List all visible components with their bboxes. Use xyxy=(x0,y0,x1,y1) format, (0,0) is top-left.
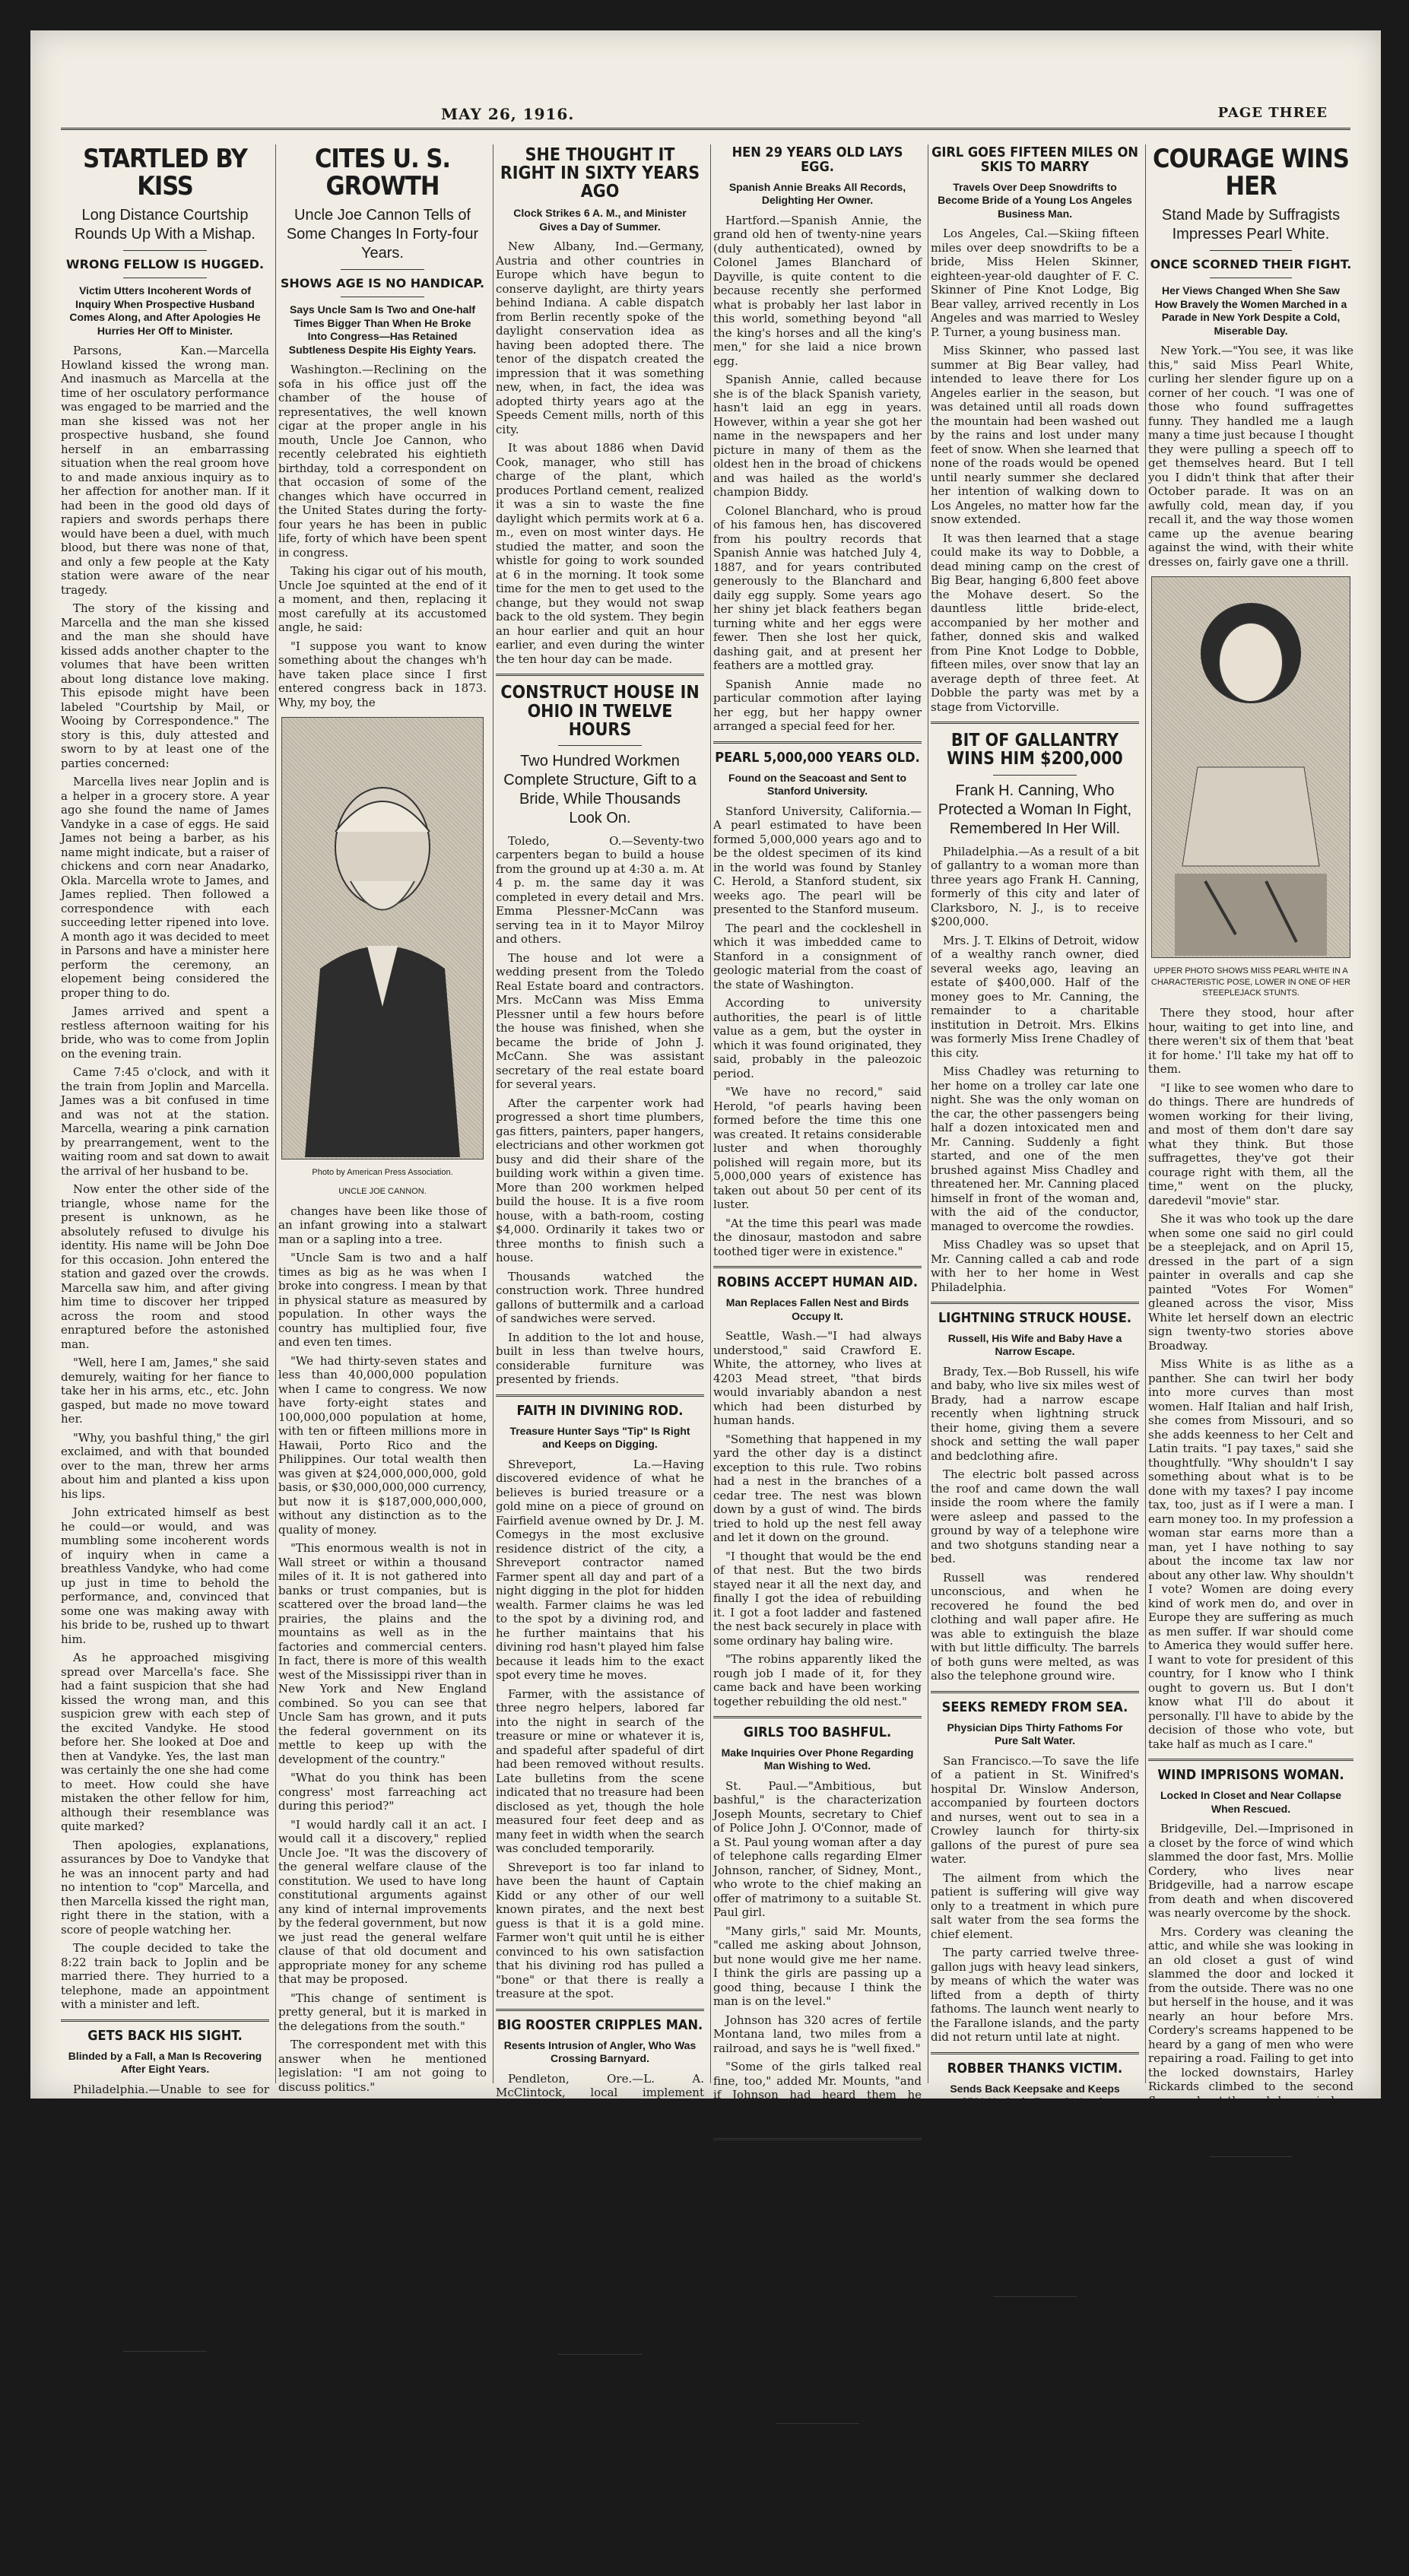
paragraph: "I like to see women who dare to do things. There are hundreds of women working for their living, and most of them don't dare say what they think. But those suffragettes, they've got their courage right with them, all the time," went on the plucky, daredevil "movie" star. xyxy=(1148,1080,1353,1207)
paragraph: Seattle, Wash.—"I had always understood," said Crawford E. White, the attorney, who lives at 4203 Mead street, "that birds would invariably abandon a nest which had been disturbed by human hands. xyxy=(713,1329,922,1428)
paragraph: New Albany, Ind.—Germany, Austria and other countries in Europe which have begun to conserve daylight, are thirty years behind Indiana. A cable dispatch from Berlin recently spoke of the daylight conservation idea as having been adopted there. The tenor of the dispatch created the impression that it was something new, when, in fact, the idea was adopted thirty years ago at the Speeds Cement mills, north of this city. xyxy=(496,240,704,436)
divider xyxy=(1210,2156,1292,2157)
deck: Russell, His Wife and Baby Have a Narrow Escape. xyxy=(947,1331,1122,1358)
paragraph: Spanish Annie made no particular commotion after laying her egg, but her happy owner arranged a special feed for her. xyxy=(713,677,922,734)
deck: Railroad Engineer Discovers Gem In Tin of the Weed. xyxy=(725,2182,909,2209)
column-rule xyxy=(1145,144,1146,2083)
divider xyxy=(496,2009,704,2011)
paragraph: The pearl and the cockleshell in which it was imbedded came to Stanford in a consignment of geologic material from the coast of the state of Washington. xyxy=(713,921,922,991)
headline: SHE THOUGHT IT RIGHT IN SIXTY YEARS AGO xyxy=(500,145,700,202)
divider xyxy=(1148,1759,1353,1761)
paragraph: The party carried twelve three-gallon jugs with heavy lead sinkers, by means of which the water was lifted from a depth of thirty fathoms. The launch went nearly to the Farallone islands, and the party did not return until late at night. xyxy=(931,1946,1139,2045)
deck: Clock Strikes 6 A. M., and Minister Gives a Day of Summer. xyxy=(513,207,687,233)
paragraph: Parsons, Kan.—Marcella Howland kissed the wrong man. And inasmuch as Marcella at the time of her osculatory performance was engaged to be married and the man she kissed was not her prospective husband, she found herself in an embarrassing situation when the real groom hove to and made anxious inquiry as to her affection for another man. If it had been in the good old days of rapiers and swords perhaps there would have been a duel, with much blood, but there was none of that, and only a few people at the Katy station were aware of the near tragedy. xyxy=(61,344,269,597)
paragraph: Marcella lives near Joplin and is a helper in a grocery store. A year ago she found the name of James Vandyke in a case of eggs. He said James not being a barber, as his name might indicate, but a raiser of chickens and corn near Anadarko, Okla. Marcella wrote to James, and James replied. Then followed a correspondence with each succeeding letter ripened into love. A month ago it was decided to meet in Parsons and have a minister here perform the ceremony, an elopement being considered the proper thing to do. xyxy=(61,775,269,1000)
headline: SEEKS REMEDY FROM SEA. xyxy=(941,1699,1128,1715)
paragraph: Miss Skinner, who passed last summer at Big Bear valley, had intended to leave there for Los Angeles earlier in the season, but was detained until all roads down the mountain had been washed out by the rains and lost under many feet of snow. When she learned that none of the roads would be opened until nearly summer she declared her intention of walking down to Los Angeles, no matter how far the snow extended. xyxy=(931,344,1139,527)
deck: Says Uncle Sam Is Two and One-half Times Bigger Than When He Broke Into Congress—Has Retained Subtleness Despite His Eighty Years. xyxy=(288,303,477,356)
divider xyxy=(931,722,1139,724)
paragraph: Washington.—Reclining on the sofa in his office just off the chamber of the house of representatives, the well known cigar at the proper angle in his mouth, Uncle Joe Cannon, who recently celebrated his eightieth birthday, told a correspondent on that occasion of some of the changes which have occurred in the United States during the forty-four years he has been in public life, forty of which have been spent in congress. xyxy=(278,363,487,560)
deck: Sends Back Keepsake and Keeps $500 He Stole From St. Louis Resident. xyxy=(950,2082,1120,2121)
paragraph: Los Angeles, Cal.—Skiing fifteen miles over deep snowdrifts to be a bride, Miss Helen Skinner, eighteen-year-old daughter of F. C. Skinner of Pine Knot Lodge, Big Bear valley, arrived recently in Los Angeles and was married to Wesley P. Turner, a young business man. xyxy=(931,227,1139,339)
headline: PEARL 5,000,000 YEARS OLD. xyxy=(715,749,920,766)
divider xyxy=(123,250,207,251)
column-1 xyxy=(61,143,269,2489)
paragraph: London.—A salmon which had been marked and returned to the water at Kintradwel, north of Brora, Sutherlandshire, was caught fifteen days afterward on the Aberdeenshire coast. The minimum distance covered by the fish was 140 miles, and it had lost one and a half pounds in weight between the date of marking and its recapture. xyxy=(931,2322,1139,2463)
divider xyxy=(496,674,704,676)
paragraph: It was about 1886 when David Cook, manager, who still has charge of the plant, which produces Portland cement, realized it was a sin to waste the fine daylight which permits work at 6 a. m., even on most winter days. He studied the matter, and soon the whistle for going to work sounded at 6 in the morning. It took some time for the men to get used to the change, but they would not swap back to the old system. They begin an hour earlier and quit an hour earlier, and even during the winter the ten hour day can be made. xyxy=(496,441,704,666)
paragraph: "At the time this pearl was made the dinosaur, mastodon and sabre toothed tiger were in existence." xyxy=(713,1216,922,1258)
paragraph: Although he has been mixed up in every great political fight since the election of Lincoln in 1860, Uncle Joe declined to discuss politics in the congress. xyxy=(278,2403,487,2473)
deck: Found on the Seacoast and Sent to Stanford University. xyxy=(728,771,907,798)
paragraph: The spurs struck a tendon and crippled him. He was helped to an auto and brought home. xyxy=(496,2305,704,2348)
paragraph: Came 7:45 o'clock, and with it the train from Joplin and Marcella. James was a bit confused in time and was not at the station. Marcella, wearing a pink carnation by prearrangement, went to the waiting room and sat down to await the arrival of her husband to be. xyxy=(61,1065,269,1178)
masthead-date: MAY 26, 1916. xyxy=(441,105,575,123)
deck: Uncle Joe Cannon Tells of Some Changes In Forty-four Years. xyxy=(286,207,479,262)
paragraph: changes have been like those of an infant growing into a stalwart man or a sapling into a tree. xyxy=(278,1204,487,1246)
paragraph: Miss Chadley was returning to her home on a trolley car late one night. She was the only woman on the car, the other passengers being half a dozen intoxicated men and Mr. Canning. Suddenly a fight started, and one of the men brushed against Miss Chadley and threatened her. Mr. Canning placed himself in front of the woman and, with the aid of the conductor, managed to overcome the rowdies. xyxy=(931,1064,1139,1233)
newspaper-page xyxy=(30,30,1381,2576)
paragraph: The couple decided to take the 8:22 train back to Joplin and be married there. They hurried to a telephone, made an appointment with a minister and left. xyxy=(61,1941,269,2012)
deck: Travels Over Deep Snowdrifts to Become Bride of a Young Los Angeles Business Man. xyxy=(938,180,1132,220)
headline: WIND IMPRISONS WOMAN. xyxy=(1157,1767,1344,1784)
paragraph: After the carpenter work had progressed a short time plumbers, gas fitters, painters, paper hangers, electricians and other workmen got busy and did their share of the building work within a given time. More than 200 workmen helped build the house. It is a five room house, with a bath-room, costing $4,000. Ordinarily it takes two or three months to finish such a house. xyxy=(496,1096,705,1265)
column-rule xyxy=(710,144,711,2083)
paragraph: She it was who took up the dare when some one said no girl could be a steeplejack, and on April 15, dressed in the part of a sign painter in overalls and cap she painted "Votes For Women" gleaned across the visor, Miss White let herself down an electric sign twenty-two stories above Broadway. xyxy=(1148,1212,1353,1353)
photo-caption: UPPER PHOTO SHOWS MISS PEARL WHITE IN A CHARACTERISTIC POSE, LOWER IN ONE OF HER STEEPLEJACK STUNTS. xyxy=(1150,966,1351,998)
paragraph: According to university authorities, the pearl is of little value as a gem, but the oyster in which it was found originated, they said, probably in the paleozoic period. xyxy=(713,996,922,1080)
paragraph: "It would be hardly fitting," he said. "People insist I am a partisan. I am a Republican, but this isn't a time for me to talk party politics. My friends are in all of the parties." xyxy=(278,2477,487,2548)
headline: FINDS DIAMOND IN TOBACCO. xyxy=(751,2146,884,2177)
headline: CITES U. S. GROWTH xyxy=(314,144,450,201)
paragraph: Brady, Tex.—Bob Russell, his wife and baby, who live six miles west of Brady, had a narrow escape recently when lightning struck their home, giving them a severe shock and setting the wall paper and bedclothing afire. xyxy=(931,1364,1139,1463)
paragraph: "Well, here I am, James," she said demurely, waiting for her fiance to take her in his arms, etc., etc. John gasped, but made no move toward her. xyxy=(61,1356,269,1426)
headline: COURAGE WINS HER xyxy=(1153,144,1349,201)
divider xyxy=(341,269,424,270)
paragraph: "We had thirty-seven states and less than 40,000,000 population when I came to congress. We now have forty-eight states and 100,000,000 population at home, with ten or fifteen millions more in Hawaii, Porto Rico and the Philippines. Our total wealth then was given at $24,000,000,000, gold basis, or $30,000,000,000 currency, but now it is $187,000,000,000, without any distinction as to the quality of money. xyxy=(278,1353,487,1537)
paragraph: James arrived and spent a restless afternoon waiting for his bride, who was to come from Joplin on the evening train. xyxy=(61,1004,269,1061)
divider xyxy=(993,2296,1077,2297)
headline: HEN 29 YEARS OLD LAYS EGG. xyxy=(731,144,903,175)
paragraph: Toledo, O.—Seventy-two carpenters began to build a house from the ground up at 4:30 a. m. At 4 p. m. the same day it was completed in every detail and Mrs. Emma Plessner-McCann was serving tea in it to Mayor Milroy and others. xyxy=(496,833,704,947)
photo-caption: Photo by American Press Association. xyxy=(312,1168,453,1178)
paragraph: "The robins apparently liked the rough job I made of it, for they came back and have been working together rebuilding the old nest." xyxy=(713,1652,922,1708)
headline: BIT OF GALLANTRY WINS HIM $200,000 xyxy=(947,731,1123,769)
paragraph: A few days ago he bought a ten cent tin of tobacco. While replenishing his pipe he was surprised to see a ring imbedded in the weed, and examination proved it to contain a stone which looked suspiciously like a diamond. He took his find to a jeweler, who appraised the stone to be worth at least $50. xyxy=(713,2276,922,2417)
divider xyxy=(558,745,642,746)
headline: Sells Hidden Money With Potatoes. xyxy=(76,2357,254,2370)
paragraph: Getting up from the couch, he stretched his arms, and then, just to show he is eighty years young, Uncle Joe kicked as high as his chin. xyxy=(278,2099,487,2169)
paragraph: Holton, Kan.—Sherman Crawford, an industrious junk gatherer of this city, loses none of his profits to the railroads. He loads his cart with 800 pounds of material and when weather and roads are good pushes the cart to Topeka. By leaving Holton at 8 o'clock in the morning Crawford can make the thirty-two miles to the capital city by sundown. xyxy=(496,2380,704,2535)
paragraph: "Why, you bashful thing," the girl exclaimed, and with that bounded over to the man, threw her arms about him and planted a kiss upon his lips. xyxy=(61,1430,269,1501)
deck: Victim Utters Incoherent Words of Inquiry When Prospective Husband Comes Along, and After Apologies He Hurries Her Off to Minister. xyxy=(69,284,261,337)
paragraph: "Uncle Sam is two and a half times as big as he was when I broke into congress. I mean by that in physical stature as measured by population. In other ways the country has multiplied four, five and even ten times. xyxy=(278,1251,487,1350)
paragraph: Miss White is as lithe as a panther. She can twirl her body into more curves than most women. Half Italian and half Irish, she comes from Missouri, and so she adds keenness to her Celt and Latin traits. "I pay taxes," said she thoughtfully. "Why shouldn't I say something about what is to be done with my taxes? I pay income tax, too, just as if I were a man. I earn money too. In my profession a woman star earns more than a man, yet I have nothing to say about the income tax law nor about any other law. Why shouldn't I vote? Women are doing every kind of work men do, and over in Europe they are suffering as much as men suffer. If war should come to America they would suffer here. I want to vote for president of this country, for I know who I think ought to govern us. But I don't know what I'll do about it personally. I'll have to abide by the decision of those who vote, but take half as much as I care." xyxy=(1148,1357,1353,1751)
paragraph: Thousands watched the construction work. Three hundred gallons of buttermilk and a carload of sandwiches were served. xyxy=(496,1269,704,1326)
paragraph: As he approached misgiving spread over Marcella's face. She had a faint suspicion that she had kissed the wrong man, and this suspicion grew with each step of the excited Vandyke. He stood before her. She looked at Doe and then at Vandyke. Yes, the last man was certainly the one she had come to meet. How could she have mistaken the other fellow for him, although their resemblance was quite marked? xyxy=(61,1651,269,1834)
paragraph: "Many girls," said Mr. Mounts, "called me asking about Johnson, but none would give me her name. I think the girls are passing up a good thing, because I think the man is on the level." xyxy=(713,1924,922,2009)
masthead-page-label: PAGE THREE xyxy=(1217,105,1328,121)
headline: GETS BACK HIS SIGHT. xyxy=(87,2027,243,2044)
deck: Stand Made by Suffragists Impresses Pearl White. xyxy=(1161,207,1341,243)
photo-name: UNCLE JOE CANNON. xyxy=(338,1186,427,1196)
headline: BIG ROOSTER CRIPPLES MAN. xyxy=(497,2016,703,2033)
deck: Frank H. Canning, Who Protected a Woman In Fight, Remembered In Her Will. xyxy=(938,782,1132,837)
headline: ROBINS ACCEPT HUMAN AID. xyxy=(716,1274,919,1291)
letter-signature: AN OUTCAST. xyxy=(1054,2278,1131,2291)
headline: LIGHTNING STRUCK HOUSE. xyxy=(938,1310,1132,1327)
column-4 xyxy=(713,143,922,2576)
paragraph: Farmer, with the assistance of three negro helpers, labored far into the night in search of the treasure or mine or whatever it is, and spadeful after spadeful of dirt had been removed without results. Late bulletins from the scene indicated that no treasure had been disclosed as yet, though the hole measured four feet deep and as many feet in width when the search was concluded temporarily. xyxy=(496,1686,704,1856)
headline: CONSTRUCT HOUSE IN OHIO IN TWELVE HOURS xyxy=(500,683,700,740)
deck: Make Inquiries Over Phone Regarding Man Wishing to Wed. xyxy=(721,1746,914,1772)
paragraph: Russell was rendered unconscious, and when he recovered he found the bed clothing and wall paper afire. He was able to extinguish the blaze with but little difficulty. The barrels of both guns were melted, as was also the telephone ground wire. xyxy=(931,1570,1139,1683)
paragraph: Spanish Annie, called because she is of the black Spanish variety, hasn't laid an egg in years. However, within a year she got her name in the newspapers and her picture in many of them as the oldest hen in the broad of chickens and was hailed as the world's champion Biddy. xyxy=(713,373,922,500)
portrait-illustration xyxy=(282,718,483,1157)
column-5 xyxy=(931,143,1139,2463)
paragraph: Mrs. J. T. Elkins of Detroit, widow of a wealthy ranch owner, died several weeks ago, leaving an estate of $400,000. Half of the money goes to Mr. Canning, the remainder to a charitable institution in Detroit. Mrs. Elkins was formerly Miss Irene Chadley of this city. xyxy=(931,933,1139,1060)
divider xyxy=(61,2019,269,2022)
headline: GIRLS TOO BASHFUL. xyxy=(743,1724,892,1741)
paragraph: Topeka, Kan.—Property held for the Church of Christ in this city will revert to the original owners should they come into existence within the next few months, this being according to the terms of the deed by which it was conveyed for church purposes and which has just been filed for record. xyxy=(713,2449,922,2576)
column-6 xyxy=(1148,143,1353,2407)
paragraph: Manteo, Cal.—W. A. Cleland placed $20 in $20 gold pieces in a potato bin for safe keeping. Forgetting about the money, he sold the potatoes. Later he went for the coin proved unsuccessful. Cleland now thinks banks are a safer proposition than potato bins. xyxy=(61,2377,269,2489)
paragraph: St. Paul.—"Ambitious, but bashful," is the characterization Joseph Mounts, secretary to Chief of Police John J. O'Connor, made of a St. Paul young woman after a day of telephone calls regarding Elmer Johnson, rancher, of Sidney, Mont., who wrote to the chief making an offer of matrimony to a suitable St. Paul girl. xyxy=(713,1778,922,1920)
paragraph: In addition to the lot and house, built in less than twelve hours, considerable furniture was presented by friends. xyxy=(496,1330,704,1387)
paragraph: St. Mary's, Pa.—Patrick Fohley, an engineer on the Pennsylvania railroad, stationed here, considers himself a very lucky individual. xyxy=(713,2215,922,2272)
paragraph: The electric bolt passed across the roof and came down the wall inside the room where the family were asleep and passed to the ground by way of a telephone wire and two shotguns standing near a bed. xyxy=(931,1467,1139,1566)
paragraph: There they stood, hour after hour, waiting to get into line, and there weren't six of them that 'beat it for home.' I'll take my hat off to them. xyxy=(1148,1006,1353,1077)
masthead-rule xyxy=(61,128,1350,130)
paragraph: The story of the kissing and Marcella and the man she kissed and the man she should have kissed adds another chapter to the volumes that have been written about long distance love making. This episode might have been labeled "Courtship by Mail, or Wooing by Correspondence." The story is this, duly attested and sworn to by at least one of the parties concerned: xyxy=(61,601,269,770)
divider xyxy=(713,2138,922,2140)
divider xyxy=(993,775,1077,776)
divider xyxy=(713,1716,922,1718)
headline: With Choir, No Gift. xyxy=(768,2429,867,2442)
paragraph: Miss Chadley was so upset that Mr. Canning called a cab and rode with her to her home in West Philadelphia. xyxy=(931,1238,1139,1294)
paragraph: To Whom It May Concern.—Very sorry to take this little keepsake. Thank you for the other articles. xyxy=(931,2231,1139,2273)
column-rule xyxy=(275,144,276,2083)
divider xyxy=(713,741,922,744)
paragraph: Then apologies, explanations, assurances by Doe to Vandyke that he was an innocent party and had no intention to "cop" Marcella, and then Marcella kissed the right man, right there in the station, with a score of people watching her. xyxy=(61,1838,269,1937)
paragraph: Bridgeville, Del.—Imprisoned in a closet by the force of wind which slammed the door fast, Mrs. Mollie Cordery, who lives near Bridgeville, had a narrow escape from death and when discovered was nearly overcome by the shock. xyxy=(1148,1822,1353,1921)
paragraph: Colonel Blanchard, who is proud of his famous hen, has discovered from his poultry records that Spanish Annie was hatched July 4, 1887, and for years contributed generously to the Blanchard and daily egg supply. Some years ago her shiny jet black feathers began turning white and her eggs were fewer. Then she lost her quick, dashing gait, and at present her feathers are a mottled gray. xyxy=(713,503,922,673)
divider xyxy=(931,2052,1139,2054)
paragraph: Shreveport, La.—Having discovered evidence of what he believes is buried treasure or a gold mine on a piece of ground on Fairfield avenue owned by Dr. J. M. Comegys in the most exclusive residence district of the city, a Shreveport contractor named Farmer spent all day and part of a night digging in the plot for hidden wealth. Farmer claims he was led to the spot by a divining rod, and he further maintains that his divining rod hasn't played him false because it leads him to the exact spot every time he moves. xyxy=(496,1457,704,1683)
headline: Pushes Junk Cart Miles. xyxy=(538,2361,662,2374)
headline: ROBBER THANKS VICTIM. xyxy=(947,2060,1123,2076)
paragraph: "Well, I do take it easy. I'm entitled to it, am I not? I have things just about as the Lord intended they should be. I have lots of friends, no enemies that I know of, and lots of hope and ambition." xyxy=(278,2314,487,2398)
paragraph: John extricated himself as best he could—or would, and was mumbling some incoherent words of inquiry when in came a breathless Vandyke, who had come up just in time to behold the performance, and, convinced that some one was making away with his bride to be, rushed up to thwart him. xyxy=(61,1505,269,1646)
paragraph: Hartford.—Spanish Annie, the grand old hen of twenty-nine years (duly authenticated), owned by Colonel James Blanchard of Dayville, is quite content to die because recently she performed what is probably her last labor in this world, something beyond "all the king's horses and all the king's men," for she laid a nice brown egg. xyxy=(713,213,922,368)
paragraph: Taking his cigar out of his mouth, Uncle Joe squinted at the end of it a moment, and then, replacing it most carefully at its accustomed angle, he said: xyxy=(278,564,487,635)
paragraph: "I would hardly call it an act. I would call it a discovery," replied Uncle Joe. "It was the discovery of the general welfare clause of the constitution. We used to have long constitutional arguments against any kind of internal improvements by the federal government, but now we just read the general welfare clause of that old document and appropriate money for any scheme that may be proposed. xyxy=(278,1817,487,1987)
headline: Fish Makes Long Swim. xyxy=(975,2303,1095,2316)
deck: Two Hundred Workmen Complete Structure, Gift to a Bride, While Thousands Look On. xyxy=(503,752,697,826)
divider xyxy=(558,2354,642,2355)
deck: Spanish Annie Breaks All Records, Delighting Her Owner. xyxy=(728,180,906,207)
paragraph: "Something that happened in my yard the other day is a distinct exception to this rule. Two robins had a nest in the branches of a cedar tree. The nest was blown down by a gust of wind. The birds tried to hold up the nest fell away and let it down on the ground. xyxy=(713,1432,922,1545)
subhead: SHOWS AGE IS NO HANDICAP. xyxy=(280,276,485,291)
divider xyxy=(931,1691,1139,1693)
deck: Man Replaces Fallen Nest and Birds Occupy It. xyxy=(725,1296,909,1322)
deck: Long Distance Courtship Rounds Up With a Mishap. xyxy=(75,207,255,243)
column-3 xyxy=(496,143,705,2535)
paragraph: The house and lot were a wedding present from the Toledo Real Estate board and contractors. Mrs. McCann was Miss Emma Plessner until a few hours before the house was finished, when she became the bride of John J. McCann. She was assistant secretary of the real estate board for several years. xyxy=(496,950,704,1092)
deck: Locked In Closet and Near Collapse When Rescued. xyxy=(1160,1789,1342,1815)
paragraph: In 1908 he fell from a house he was painting, and in addition to his other injuries he detached the retinas of both eyes. He became blind. Specialists of a dozen cities were consulted. So far as he could find his case was hopeless. xyxy=(61,2143,269,2241)
paragraph: "We have no record," said Herold, "of pearls having been formed before the time this one was created. It retains considerable luster and when thoroughly polished will regain more, but its 5,000,000 years of existence has taken out about 50 per cent of its luster. xyxy=(713,1085,922,1212)
deck: Treasure Hunter Says "Tip" Is Right and Keeps on Digging. xyxy=(509,1424,690,1451)
paragraph: Johnson has 320 acres of fertile Montana land, two miles from a railroad, and says he is "well fixed." xyxy=(713,2013,922,2055)
deck: Her Views Changed When She Saw How Bravely the Women Marched in a Parade in New York Despite a Cold, Miserable Day. xyxy=(1154,284,1347,337)
paragraph: New York.—"You see, it was like this," said Miss Pearl White, curling her slender figure up on a corner of her couch. "I was one of those who found suffragettes funny. They handled me a laugh many a time just because I thought they were pulling a speech off to get themselves heard. But I tell you I didn't think that after their October parade. It was on an awfully cold, mean day, if you recall it, and the way those women came up the avenue bearing against the wind, with their white dresses on, fairly gave one a thrill. xyxy=(1148,344,1353,569)
paragraph: For the last several weeks his sight has been returning, and now he can see and read large letters and distinguish between colors. Physicians are puzzled. Claycomb is hopeful that his sight will be restored. xyxy=(61,2246,269,2345)
divider xyxy=(931,1302,1139,1304)
deck: Blinded by a Fall, a Man Is Recovering After Eight Years. xyxy=(68,2049,262,2076)
divider xyxy=(1210,250,1292,251)
paragraph: It was then learned that a stage could make its way to Dobble, a dead mining camp on the crest of Big Bear, hanging 6,800 feet above the Mohave desert. So the dauntless little bride-elect, accompanied by her mother and father, donned skis and walked from Pine Knot Lodge to Dobble, fifteen miles, over snow that lay an average depth of three feet. At Dobble the party was met by a stage from Victorville. xyxy=(931,531,1139,714)
paragraph: "Some of the girls talked real fine, too," added Mr. Mounts, "and if Johnson had heard them he would have liked to look them over. It's too bad they were so bashful." xyxy=(713,2060,922,2130)
headline: GIRL GOES FIFTEEN MILES ON SKIS TO MARRY xyxy=(931,144,1138,175)
paragraph: St. Louis.—The thief who robbed the home of L. L. Whittemore of jewelry valued at $500 mailed a letter to the family. Inclosed was a miniature pair of opera glasses, used as a watch charm. His letter reads: xyxy=(931,2128,1139,2227)
headline: FAITH IN DIVINING ROD. xyxy=(516,1402,684,1419)
deck: Resents Intrusion of Angler, Who Was Crossing Barnyard. xyxy=(503,2038,697,2065)
headline: STARTLED BY KISS xyxy=(83,144,247,201)
paragraph: "I suppose you want to know something about the changes wh'h have taken place since I first entered congress back in 1873. Why, my boy, the xyxy=(278,639,487,709)
column-2 xyxy=(278,143,487,2548)
headline: Sentences Himself to Jail. xyxy=(1185,2162,1317,2175)
paragraph: Now enter the other side of the triangle, whose name for the present is unknown, as he absolutely refused to divulge his identity. His name will be John Doe for this occasion. John entered the station and gazed over the crowds. Marcella saw him, and after giving him time to discover her tripped across the room and stood enraptured before the astonished man. xyxy=(61,1182,269,1351)
portrait-photo xyxy=(281,717,484,1160)
paragraph: Shreveport is too far inland to have been the haunt of Captain Kidd or any other of our well known pirates, and the next best guess is that it is a gold mine. Farmer won't quit until he is either convinced to his own satisfaction that his divining rod has pulled a "bone" or that there is really a treasure at the spot. xyxy=(496,1860,704,2001)
deck: Physician Dips Thirty Fathoms For Pure Salt Water. xyxy=(947,1721,1123,1747)
divider xyxy=(713,1266,922,1268)
subhead: ONCE SCORNED THEIR FIGHT. xyxy=(1150,257,1352,272)
paragraph: Philadelphia.—As a result of a bit of gallantry to a woman more than three years ago Frank H. Canning, formerly of this city and later of Clarksboro, N. J., is to receive $200,000. xyxy=(931,844,1139,929)
pearl-white-photo xyxy=(1151,576,1350,958)
divider xyxy=(776,2423,859,2424)
paragraph: Philadelphia.—Unable to see for eight years, Edward Claycomb, a painter, of Altoona, Pa., is recovering his sight by degrees. xyxy=(61,2082,269,2139)
paragraph: "Can you do that, young man?" he asked. And then in reply he said: xyxy=(278,2173,487,2202)
pearl-white-illustration xyxy=(1152,577,1350,956)
divider xyxy=(496,1394,704,1397)
paragraph: While he was crossing through a barnyard near the Furish dam, en route to the river with an angling outfit, a big Buff Cochin rooster, resenting the intrusion, flew at him. Unable to pierce his rubber boots with its beak, the rooster jumped into the air and drove his spurs home just above McClintock's knee, one on each side. xyxy=(496,2146,704,2302)
subhead: WRONG FELLOW IS HUGGED. xyxy=(65,257,265,272)
paragraph: "What do you think has been congress' most farreaching act during this period?" xyxy=(278,1771,487,1813)
paragraph: Pendleton, Ore.—L. A. McClintock, local implement dealer, is among the wounded and helpless as a result of an encounter with an angry rooster. xyxy=(496,2071,704,2142)
paragraph: "This enormous wealth is not in Wall street or within a thousand miles of it. It is not gathered into banks or trust companies, but is scattered over the broad land—the prairies, the plains and the mountains as well as in the factories and commercial centers. In fact, there is more of this wealth west of the Mississippi river than in New York and New England combined. So you can see that Uncle Sam has grown, and it puts the federal government on its mettle to keep up with the development of the country." xyxy=(278,1541,487,1766)
paragraph: Mrs. Cordery was cleaning the attic, and while she was looking in an old closet a gust of wind slammed the door and locked it from the outside. There was no one but herself in the house, and it was nearly an hour before Mrs. Cordery's screams happened to be heard by a gang of men who were repairing a road. Failing to get into the locked downstairs, Harley Rickards climbed to the second floor and got through by a window. When Mrs. Cordery was taken out she was in a pitiable state. She is still suffering from the shock. xyxy=(1148,1924,1353,2150)
paragraph: San Francisco.—To save the life of a patient in St. Winifred's hospital Dr. Winslow Anderson, accompanied by fourteen doctors and nurses, went out to sea in a Crowley launch for thirty-six gallons of the purest of pure sea water. xyxy=(931,1753,1139,1867)
paragraph: "No, and there aren't ten other men in the house who can." xyxy=(278,2206,487,2235)
paragraph: "This change of sentiment is pretty general, but it is marked in the delegations from the south." xyxy=(278,1991,487,2033)
paragraph: The correspondent expressed the belief that when a person reached the fourscore milestone it was time to take it easy, and Uncle Joe replied: xyxy=(278,2238,487,2309)
divider xyxy=(123,2351,207,2352)
paragraph: The correspondent met with this answer when he mentioned legislation: "I am not going to discuss politics." xyxy=(278,2038,487,2094)
paragraph: Stanford University, California.—A pearl estimated to have been formed 5,000,000 years ago and to be the oldest specimen of its kind in the world was found by Stanley C. Herold, a Stanford student, six weeks ago. The pearl will be presented to the Stanford museum. xyxy=(713,804,922,917)
paragraph: The ailment from which the patient is suffering will give way only to a treatment in which pure salt water from the sea forms the chief element. xyxy=(931,1870,1139,1941)
paragraph: Visalia, Cal.—Ernest Stevenson, a Visalia laborer, sentenced himself to a year in the county jail in Judge Knox's court after pleading guilty to a charge of drunkenness. The verdict was set aside by the judge as excessive. In passing sentence on himself after the judge had asked him to do so Stevenson said treatment was needed to keep the whisky habit off him. He asked for a severe penalty. "I want to stay in jail until the doctors pronounce him sound," as the judge told him, "sober up right" in a year. xyxy=(1148,2182,1353,2407)
paragraph: "I thought that would be the end of that nest. But the two birds stayed near it all the next day, and finally I got the idea of rebuilding it. I got a foot ladder and fastened the nest back securely in place with some ordinary hay baling wire. xyxy=(713,1549,922,1648)
